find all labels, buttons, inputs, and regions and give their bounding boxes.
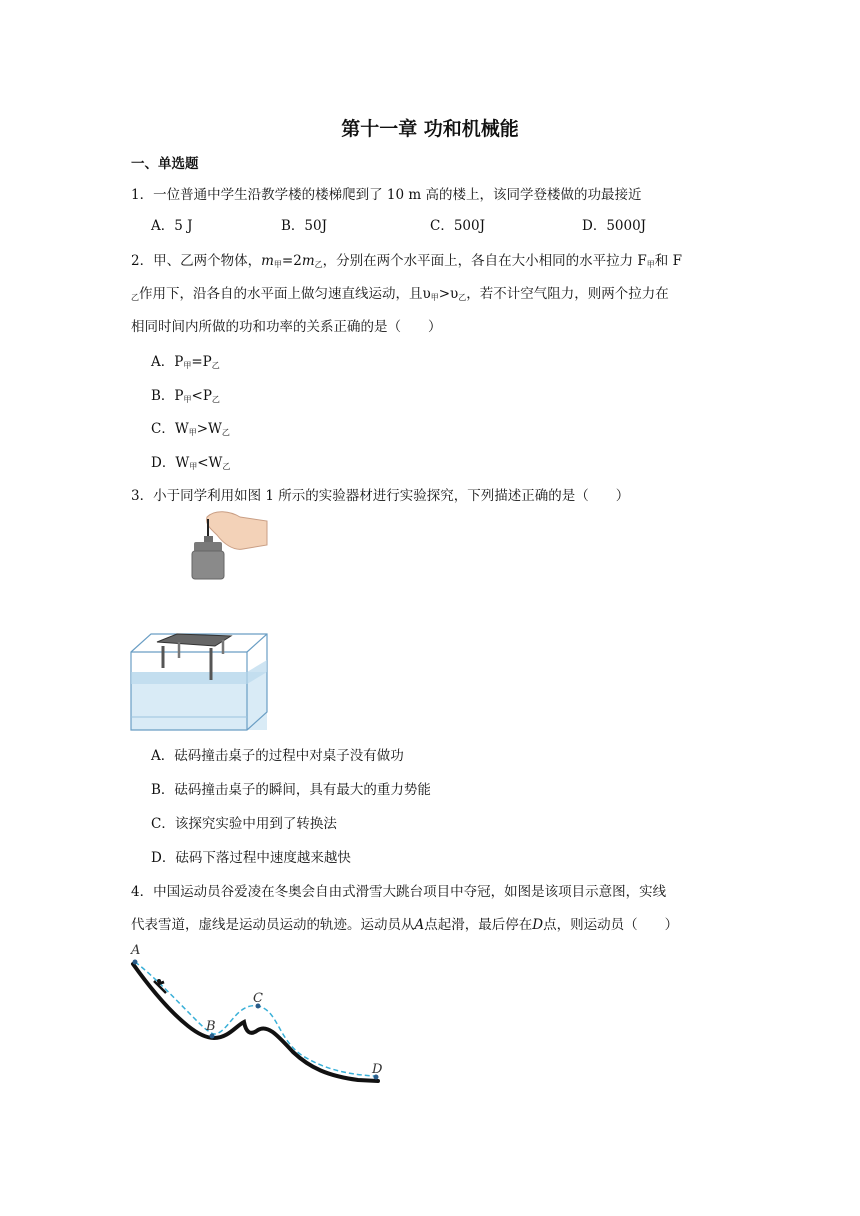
tank-edge-right-top [247,634,267,652]
figure-label-c: C [253,991,263,1006]
figure-label-a: A [131,943,141,958]
q1-option-c[interactable]: C．500J [430,218,486,234]
q2-option-c[interactable]: C．$W_甲>W_乙$ [151,421,230,437]
q2-option-d[interactable]: D．$W_甲<W_乙$ [151,455,231,471]
question-1-text: 1．一位普通中学生沿教学楼的楼梯爬到了 10 m 高的楼上，该同学登楼做的功最接近 [131,187,642,203]
table-top [157,634,231,646]
q1-option-d[interactable]: D．5000J [582,218,647,234]
q3-option-c[interactable]: C．该探究实验中用到了转换法 [151,816,337,832]
figure-label-d: D [372,1062,383,1077]
q2-option-a[interactable]: A．$P_甲=P_乙$ [151,354,220,370]
weight-top [204,536,213,542]
question-4-line-1: 4．中国运动员谷爱凌在冬奥会自由式滑雪大跳台项目中夺冠，如图是该项目示意图，实线 [131,884,667,900]
weight-body [192,551,224,579]
q3-option-a[interactable]: A．砝码撞击桌子的过程中对桌子没有做功 [151,748,404,764]
q2-option-b[interactable]: B．$P_甲<P_乙$ [151,388,220,404]
snow-track [133,964,378,1081]
q1-option-a[interactable]: A．5 J [151,218,193,234]
question-3-text: 3．小于同学利用如图 1 所示的实验器材进行实验探究，下列描述正确的是（ ） [131,488,630,504]
water-tank-figure [131,632,267,732]
point-a-marker [133,960,138,965]
question-4-line-2: 代表雪道，虚线是运动员运动的轨迹。运动员从A点起滑，最后停在D点，则运动员（ ） [131,917,679,933]
question-2-line-2: $_乙$作用下，沿各自的水平面上做匀速直线运动，且$\upsilon_甲>\upsilon_乙$，若不计空气阻力，则两个拉力在 [131,286,669,302]
q1-option-b[interactable]: B．50J [281,218,328,234]
q3-option-d[interactable]: D．砝码下落过程中速度越来越快 [151,850,351,866]
hand-weight-figure [185,507,275,582]
ski-jump-figure [128,940,398,1090]
page-title: 第十一章 功和机械能 [341,118,519,140]
question-2-line-1: 2．甲、乙两个物体，$m_甲=2m_乙$，分别在两个水平面上，各自在大小相同的水平拉力 $F_甲$和 F [131,253,682,269]
question-2-line-3: 相同时间内所做的功和功率的关系正确的是（ ） [131,319,442,335]
section-heading: 一、单选题 [131,156,199,172]
figure-label-b: B [206,1019,216,1034]
point-b-marker [210,1034,215,1039]
trajectory-path [135,962,374,1076]
q3-option-b[interactable]: B．砝码撞击桌子的瞬间，具有最大的重力势能 [151,782,431,798]
